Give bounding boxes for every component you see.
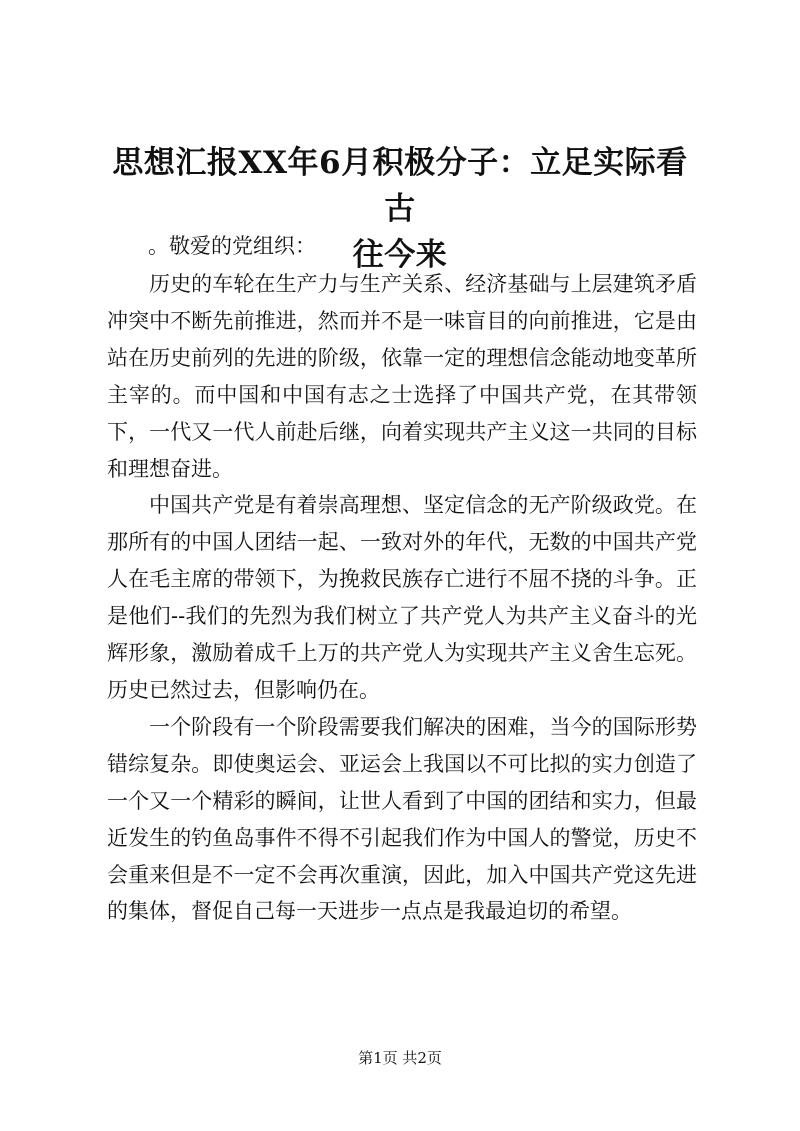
title-line-2: 往今来	[352, 237, 448, 273]
page-footer: 第1页 共2页	[358, 1049, 442, 1067]
paragraph-2: 中国共产党是有着崇高理想、坚定信念的无产阶级政党。在那所有的中国人团结一起、一致对外的年代，无数的中国共产党人在毛主席的带领下，为挽救民族存亡进行不屈不挠的斗争。正是他们--我们的先烈为我们树立了共产党人为共产主义奋斗的光辉形象，激励着成千上万的共产党人为实现共产主义舍生忘死。历史已然过去，但影响仍在。	[107, 493, 697, 702]
title-line-1: 思想汇报XX年6月积极分子：立足实际看古	[112, 145, 688, 227]
paragraph-3: 一个阶段有一个阶段需要我们解决的困难，当今的国际形势错综复杂。即使奥运会、亚运会上我国以不可比拟的实力创造了一个又一个精彩的瞬间，让世人看到了中国的团结和实力，但最近发生的钓鱼岛事件不得不引起我们作为中国人的警觉，历史不会重来但是不一定不会再次重演，因此，加入中国共产党这先进的集体，督促自己每一天进步一点点是我最迫切的希望。	[107, 714, 697, 924]
paragraph-1: 历史的车轮在生产力与生产关系、经济基础与上层建筑矛盾冲突中不断先前推进，然而并不是一味盲目的向前推进，它是由站在历史前列的先进的阶级，依靠一定的理想信念能动地变革所主宰的。而中国和中国有志之士选择了中国共产党，在其带领下，一代又一代人前赴后继，向着实现共产主义这一共同的目标和理想奋进。	[107, 272, 697, 481]
document-body	[107, 266, 697, 930]
salutation: 。敬爱的党组织：	[148, 234, 316, 258]
